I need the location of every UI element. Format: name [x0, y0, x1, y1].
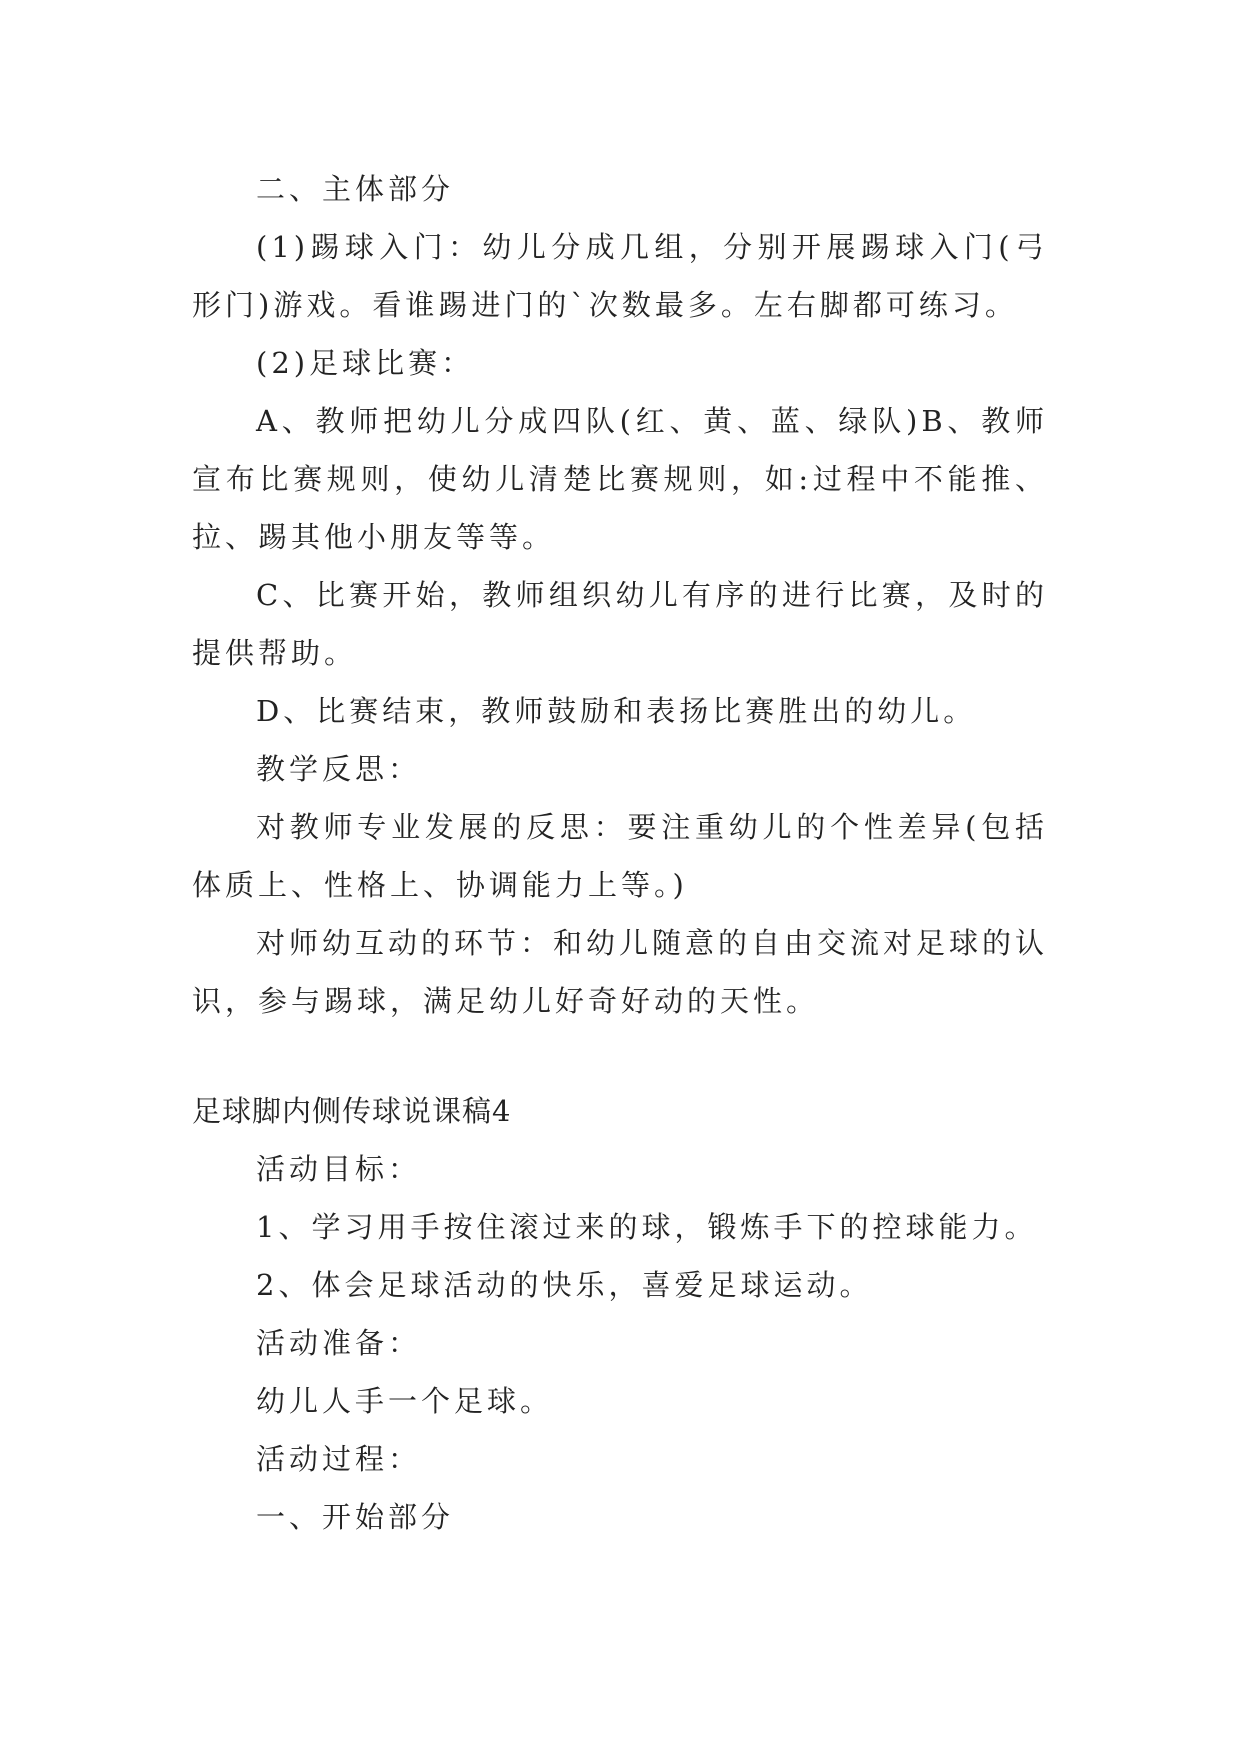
paragraph-activity-preparation: 活动准备： [256, 1326, 422, 1360]
paragraph-kick-into-goal: (1)踢球入门：幼儿分成几组，分别开展踢球入门(弓形门)游戏。看谁踢进门的`次数最多。左右脚都可练习。 [192, 230, 1048, 322]
section-title-main-part: 二、主体部分 [256, 172, 455, 206]
paragraph-teaching-reflection: 教学反思： [256, 752, 422, 786]
paragraph-step-a: A、教师把幼儿分成四队(红、黄、蓝、绿队)B、教师宣布比赛规则，使幼儿清楚比赛规则，如:过程中不能推、拉、踢其他小朋友等等。 [192, 404, 1048, 554]
paragraph-goal-2: 2、体会足球活动的快乐，喜爱足球运动。 [256, 1268, 873, 1302]
document-heading: 足球脚内侧传球说课稿4 [192, 1094, 512, 1128]
paragraph-activity-process: 活动过程： [256, 1442, 422, 1476]
paragraph-step-d: D、比赛结束，教师鼓励和表扬比赛胜出的幼儿。 [256, 694, 977, 728]
paragraph-teacher-child-interaction: 对师幼互动的环节：和幼儿随意的自由交流对足球的认识，参与踢球，满足幼儿好奇好动的天性。 [192, 926, 1049, 1018]
paragraph-teacher-development: 对教师专业发展的反思：要注重幼儿的个性差异(包括体质上、性格上、协调能力上等。) [192, 810, 1048, 902]
paragraph-goal-1: 1、学习用手按住滚过来的球，锻炼手下的控球能力。 [256, 1210, 1038, 1244]
paragraph-preparation-detail: 幼儿人手一个足球。 [256, 1384, 554, 1418]
paragraph-activity-goals: 活动目标： [256, 1152, 422, 1186]
document-body [192, 160, 1048, 1546]
paragraph-step-c: C、比赛开始，教师组织幼儿有序的进行比赛，及时的提供帮助。 [192, 578, 1048, 670]
paragraph-football-match: (2)足球比赛： [256, 346, 475, 380]
paragraph-opening-part: 一、开始部分 [256, 1500, 455, 1534]
